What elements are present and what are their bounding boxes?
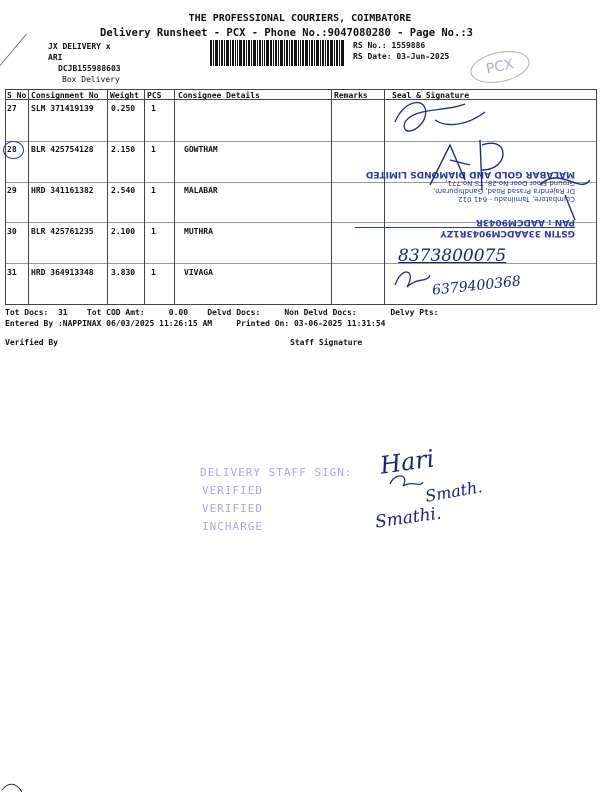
faded-stamp-line-4: INCHARGE xyxy=(202,520,263,533)
entered-line: Entered By :NAPPINAX 06/03/2025 11:26:15 AM Printed On: 03-06-2025 11:31:54 xyxy=(5,319,386,328)
col-header-weight: Weight xyxy=(110,91,139,100)
row-weight: 2.150 xyxy=(111,145,136,154)
scan-mark xyxy=(0,780,30,800)
row-weight: 0.250 xyxy=(111,104,136,113)
seal-address-1: Ground Floor Door No.28, TS No.771, xyxy=(445,179,575,187)
handwritten-signature-1: Hari xyxy=(378,444,437,480)
staff-name: ARI xyxy=(48,53,63,62)
row-divider xyxy=(5,263,597,264)
table-top-border xyxy=(5,89,597,90)
col-divider xyxy=(28,89,29,305)
row-pcs: 1 xyxy=(151,145,156,154)
seal-gstin: GSTIN 33AADCM9043R1ZY xyxy=(440,228,575,238)
seal-address-2: Dr Rajendra Prasad Road, Gandhipuram, xyxy=(433,187,575,195)
handwritten-scribble xyxy=(385,472,425,494)
col-divider xyxy=(107,89,108,305)
row-weight: 2.540 xyxy=(111,186,136,195)
delivery-type: JX DELIVERY x xyxy=(48,42,111,51)
circled-row-mark xyxy=(3,141,24,159)
handwritten-signature-2: Smath. xyxy=(423,477,484,506)
table-bottom-border xyxy=(5,304,597,305)
col-header-seal-signature: Seal & Signature xyxy=(392,91,470,100)
col-header-consignee: Consignee Details xyxy=(178,91,260,100)
handwritten-signature-3: Smathi. xyxy=(373,503,443,533)
row-consignment: SLM 371419139 xyxy=(31,104,94,113)
runsheet-code: DCJB155988603 xyxy=(58,64,121,73)
barcode xyxy=(210,40,345,66)
staff-signature-label: Staff Signature xyxy=(290,338,363,347)
rs-number: RS No.: 1559886 xyxy=(353,41,426,50)
rs-date: RS Date: 03-Jun-2025 xyxy=(353,52,450,61)
row-consignment: HRD 341161382 xyxy=(31,186,94,195)
company-title: THE PROFESSIONAL COURIERS, COIMBATORE xyxy=(188,13,412,24)
faded-stamp-line-1: DELIVERY STAFF SIGN: xyxy=(200,466,353,479)
col-divider xyxy=(144,89,145,305)
seal-address-3: Coimbatore, Tamilnadu - 641 012 xyxy=(458,195,575,203)
col-header-consignment: Consignment No xyxy=(31,91,99,100)
col-header-pcs: PCS xyxy=(147,91,162,100)
runsheet-title: Delivery Runsheet - PCX - Phone No.:9047080280 - Page No.:3 xyxy=(100,27,473,39)
faded-stamp-line-3: VERIFIED xyxy=(202,502,263,515)
totals-line: Tot Docs: 31 Tot COD Amt: 0.00 Delvd Docs: Non Delvd Docs: Delvy Pts: xyxy=(5,308,439,317)
row-consignee: MALABAR xyxy=(184,186,218,195)
col-header-sno: S No xyxy=(7,91,27,100)
delivery-mode: Box Delivery xyxy=(62,75,120,84)
faded-stamp-line-2: VERIFIED xyxy=(202,484,263,497)
row-sno: 28 xyxy=(7,145,17,154)
col-divider xyxy=(596,89,597,305)
row-consignee: VIVAGA xyxy=(184,268,213,277)
handwritten-phone-2: 6379400368 xyxy=(431,273,522,299)
row-consignment: BLR 425761235 xyxy=(31,227,94,236)
verified-by-label: Verified By xyxy=(5,338,58,347)
row-pcs: 1 xyxy=(151,186,156,195)
row-pcs: 1 xyxy=(151,227,156,236)
row-sno: 27 xyxy=(7,104,17,113)
row-consignment: HRD 364913348 xyxy=(31,268,94,277)
seal-company-name: MALABAR GOLD AND DIAMONDS LIMITED xyxy=(365,169,575,179)
col-divider xyxy=(331,89,332,305)
row-pcs: 1 xyxy=(151,104,156,113)
handwritten-phone-1: 8373800075 xyxy=(398,246,507,266)
row-consignee: MUTHRA xyxy=(184,227,213,236)
seal-pan: PAN : AADCM9043R xyxy=(355,217,575,228)
pcx-stamp xyxy=(468,46,533,88)
row28-signature xyxy=(420,125,595,235)
pcx-stamp-text: PCX xyxy=(484,56,516,78)
col-divider xyxy=(5,89,6,305)
row-weight: 2.100 xyxy=(111,227,136,236)
row-consignee: GOWTHAM xyxy=(184,145,218,154)
row-weight: 3.830 xyxy=(111,268,136,277)
row-pcs: 1 xyxy=(151,268,156,277)
row-consignment: BLR 425754128 xyxy=(31,145,94,154)
col-divider xyxy=(174,89,175,305)
row-sno: 29 xyxy=(7,186,17,195)
row-sno: 30 xyxy=(7,227,17,236)
row31-signature xyxy=(392,265,432,293)
row-sno: 31 xyxy=(7,268,17,277)
col-header-remarks: Remarks xyxy=(334,91,368,100)
